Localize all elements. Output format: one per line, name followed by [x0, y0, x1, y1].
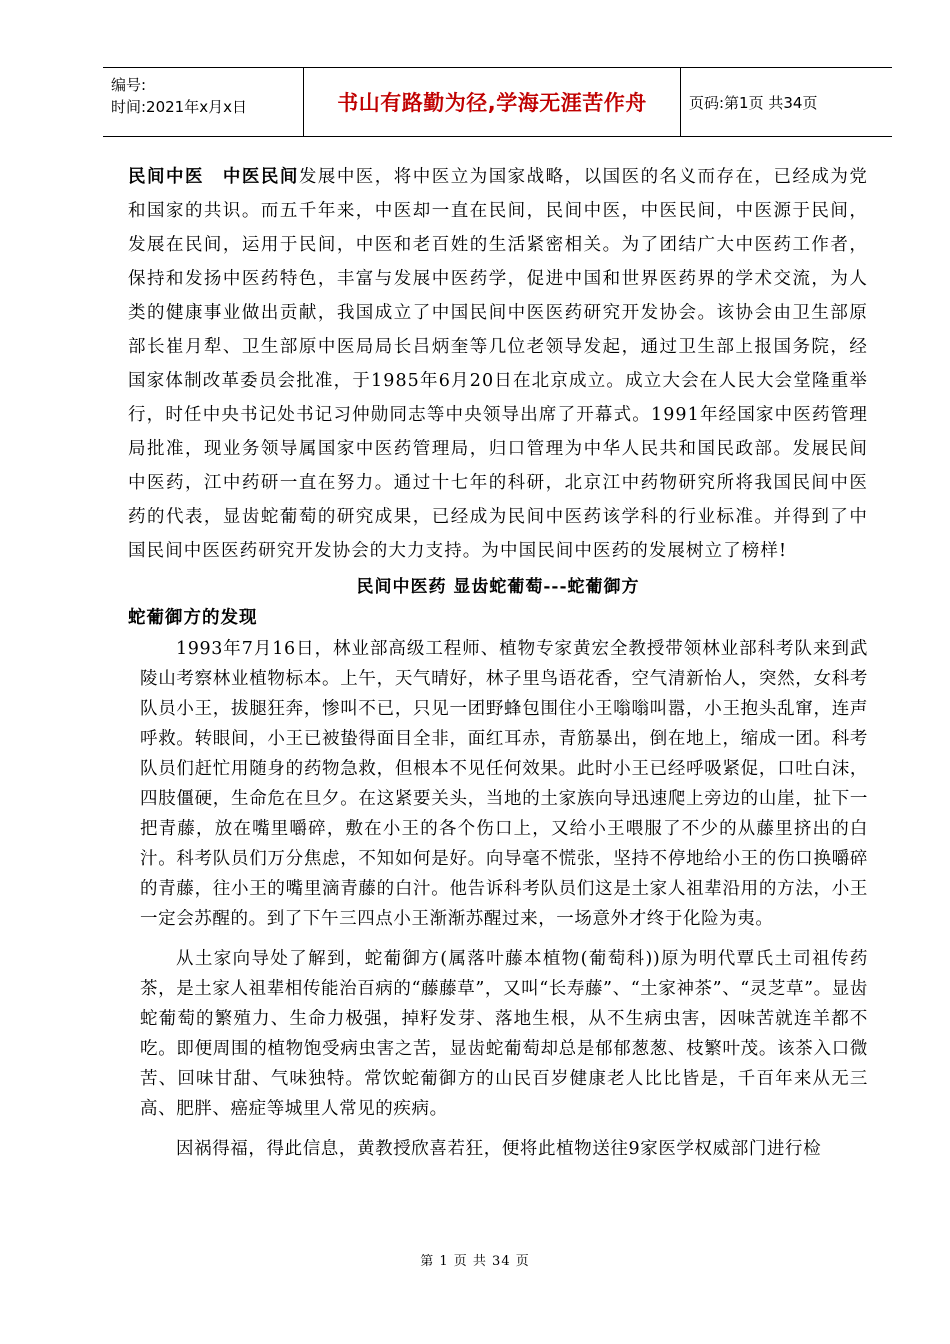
page-header [103, 67, 892, 137]
page-footer: 第 1 页 共 34 页 [420, 1254, 530, 1269]
body-paragraph-1: 1993年7月16日，林业部高级工程师、植物专家黄宏全教授带领林业部科考队来到武陵山考察林业植物标本。上午，天气晴好，林子里鸟语花香，空气清新怡人，突然，女科考队员小王，拔腿狂奔，惨叫不已，只见一团野蜂包围住小王嗡嗡叫嚣，小王抱头乱窜，连声呼救。转眼间，小王已被蛰得面目全非，面红耳赤，青筋暴出，倒在地上，缩成一团。科考队员们赶忙用随身的药物急救，但根本不见任何效果。此时小王已经呼吸紧促，口吐白沫，四肢僵硬，生命危在旦夕。在这紧要关头，当地的土家族向导迅速爬上旁边的山崖，扯下一把青藤，放在嘴里嚼碎，敷在小王的各个伤口上，又给小王喂服了不少的从藤里挤出的白汁。科考队员们万分焦虑，不知如何是好。向导毫不慌张，坚持不停地给小王的伤口换嚼碎的青藤，往小王的嘴里滴青藤的白汁。他告诉科考队员们这是土家人祖辈沿用的方法，小王一定会苏醒的。到了下午三四点小王渐渐苏醒过来，一场意外才终于化险为夷。 [140, 639, 868, 929]
number-label: 编号: [111, 76, 147, 94]
body-paragraph-2: 从土家向导处了解到，蛇葡御方(属落叶藤本植物(葡萄科))原为明代覃氏土司祖传药茶，是土家人祖辈相传能治百病的“藤藤草”，又叫“长寿藤”、“土家神茶”、“灵芝草”。显齿蛇葡萄的繁殖力、生命力极强，掉籽发芽、落地生根，从不生病虫害，因味苦就连羊都不吃。即便周围的植物饱受病虫害之苦，显齿蛇葡萄却总是郁郁葱葱、枝繁叶茂。该茶入口微苦、回味甘甜、气味独特。常饮蛇葡御方的山民百岁健康老人比比皆是，千百年来从无三高、肥胖、癌症等城里人常见的疾病。 [140, 949, 868, 1119]
header-motto: 书山有路勤为径,学海无涯苦作舟 [304, 68, 681, 136]
header-meta [103, 68, 304, 136]
document-body [128, 160, 868, 1164]
time-label: 时间:2021年x月x日 [111, 98, 247, 116]
intro-bold-lead: 民间中医 中医民间 [128, 167, 299, 187]
body-paragraph-3: 因祸得福，得此信息，黄教授欣喜若狂，便将此植物送往9家医学权威部门进行检 [176, 1139, 822, 1159]
article-title: 民间中医药 显齿蛇葡萄---蛇葡御方 [356, 577, 640, 597]
intro-text: 发展中医，将中医立为国家战略，以国医的名义而存在，已经成为党和国家的共识。而五千年来，中医却一直在民间，民间中医，中医民间，中医源于民间，发展在民间，运用于民间，中医和老百姓的生活紧密相关。为了团结广大中医药工作者，保持和发扬中医药特色，丰富与发展中医药学，促进中国和世界医药界的学术交流，为人类的健康事业做出贡献，我国成立了中国民间中医医药研究开发协会。该协会由卫生部原部长崔月犁、卫生部原中医局局长吕炳奎等几位老领导发起，通过卫生部上报国务院，经国家体制改革委员会批准，于1985年6月20日在北京成立。成立大会在人民大会堂隆重举行，时任中央书记处书记习仲勋同志等中央领导出席了开幕式。1991年经国家中医药管理局批准，现业务领导属国家中医药管理局，归口管理为中华人民共和国民政部。发展民间中医药，江中药研一直在努力。通过十七年的科研，北京江中药物研究所将我国民间中医药的代表，显齿蛇葡萄的研究成果，已经成为民间中医药该学科的行业标准。并得到了中国民间中医医药研究开发协会的大力支持。为中国民间中医药的发展树立了榜样! [128, 167, 868, 561]
intro-paragraph [128, 160, 868, 568]
header-page-info: 页码:第1页 共34页 [689, 93, 818, 112]
section-title: 蛇葡御方的发现 [128, 608, 258, 628]
